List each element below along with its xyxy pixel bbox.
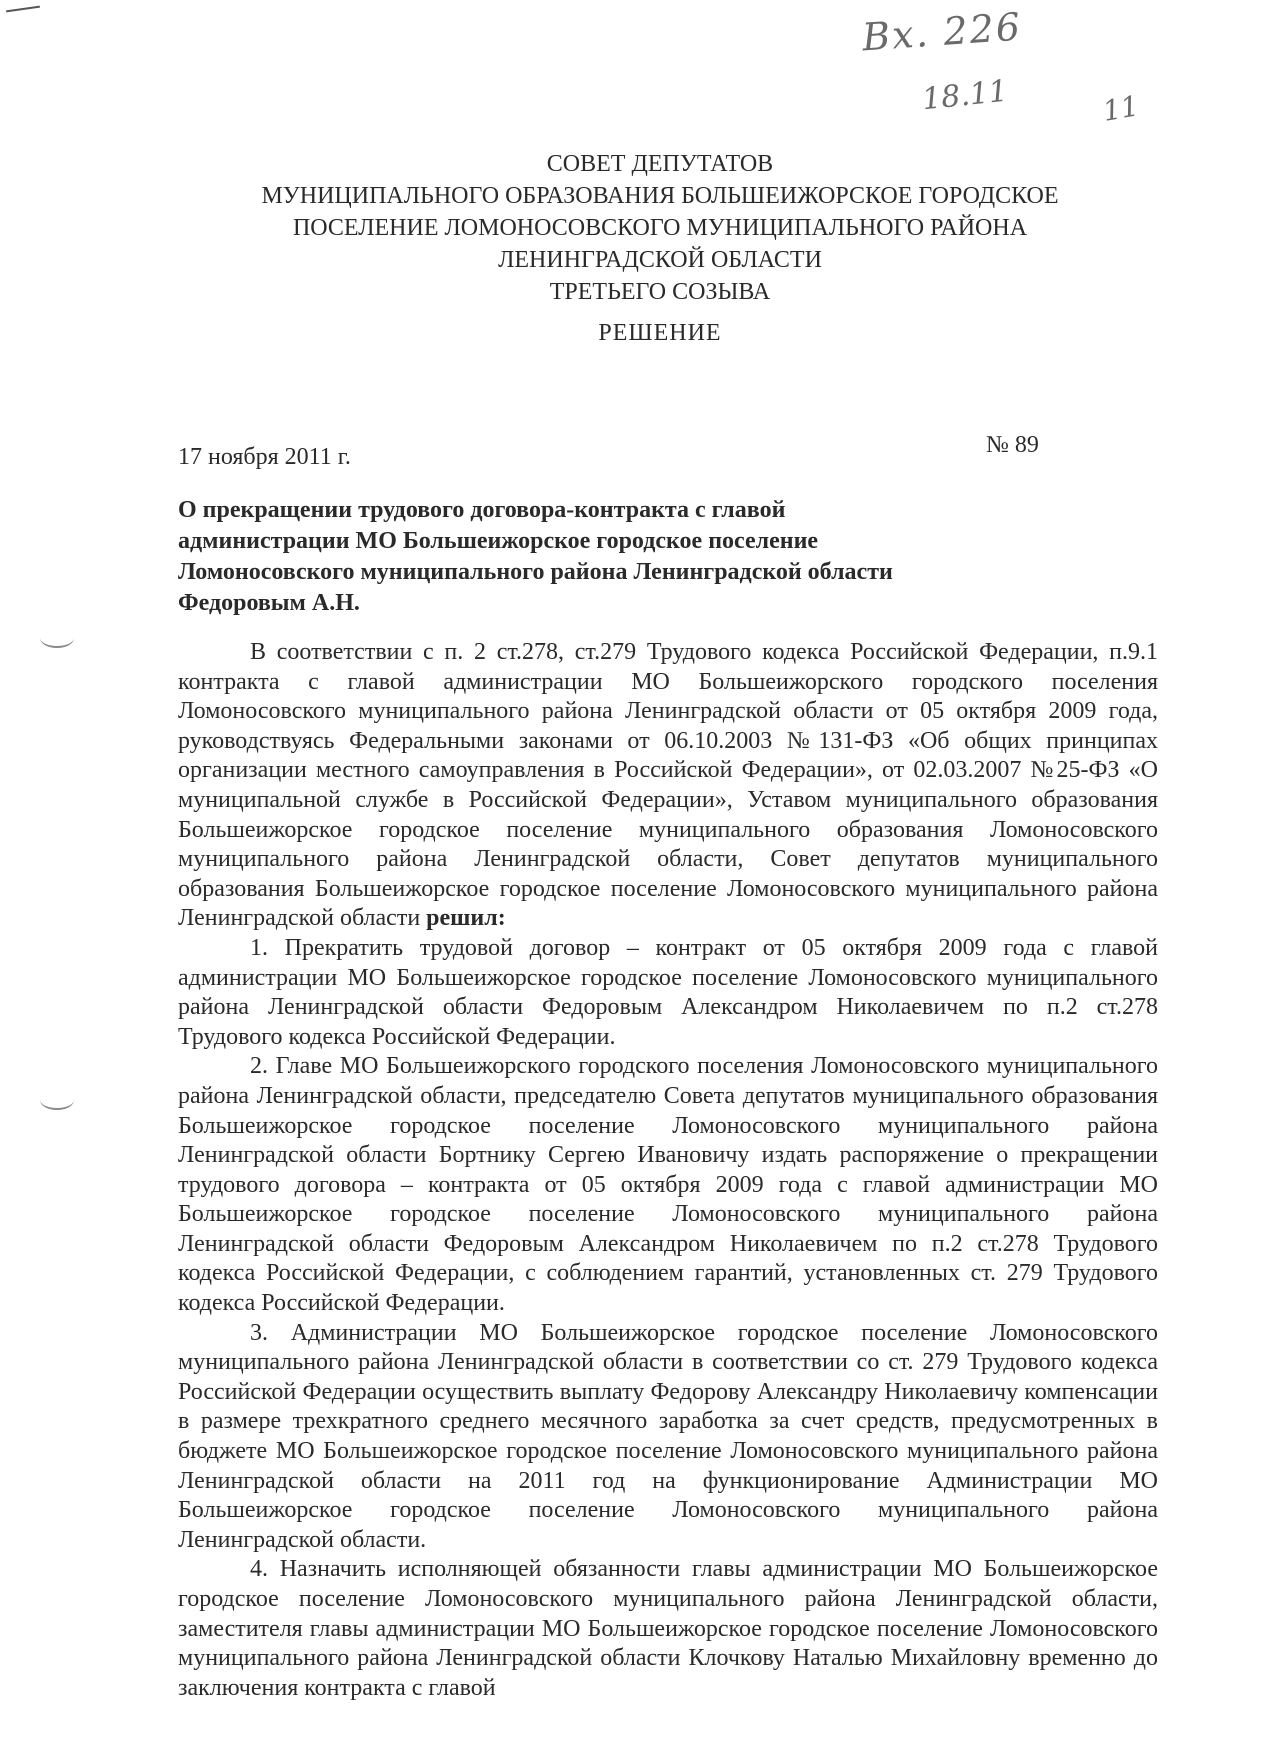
- handwritten-date: 18.11: [920, 73, 1010, 118]
- preamble-paragraph: [178, 638, 1158, 934]
- header-line: МУНИЦИПАЛЬНОГО ОБРАЗОВАНИЯ БОЛЬШЕИЖОРСКОЕ ГОРОДСКОЕ: [261, 183, 1059, 209]
- document-header: [180, 148, 1140, 308]
- pen-mark: [6, 6, 40, 13]
- decision-subject: О прекращении трудового договора-контракта с главой администрации МО Большеижорское городское поселение Ломоносовского муниципального района Ленинградской области Федоровым А.Н.: [178, 497, 893, 616]
- decision-item: 2. Главе МО Большеижорского городского поселения Ломоносовского муниципального района Ленинградской области, председателю Совета депутатов муниципального образования Большеижорское городское поселение Ломоносовского муниципального района Ленинградской области Бортнику Сергею Ивановичу издать распоряжение о прекращении трудового договора – контракта от 05 октября 2009 года с главой администрации МО Большеижорское городское поселение Ломоносовского муниципального района Ленинградской области Федоровым Александром Николаевичем по п.2 ст.278 Трудового кодекса Российской Федерации, с соблюдением гарантий, установленных ст. 279 Трудового кодекса Российской Федерации.: [178, 1053, 1158, 1317]
- preamble-text: В соответствии с п. 2 ст.278, ст.279 Трудового кодекса Российской Федерации, п.9.1 контракта с главой администрации МО Большеижорского городского поселения Ломоносовского муниципального района Ленинградской области от 05 октября 2009 года, руководствуясь Федеральными законами от 06.10.2003 №131-ФЗ «Об общих принципах организации местного самоуправления в Российской Федерации», от 02.03.2007 №25-ФЗ «О муниципальной службе в Российской Федерации», Уставом муниципального образования Большеижорское городское поселение муниципального образования Ломоносовского муниципального района Ленинградской области, Совет депутатов муниципального образования Большеижорское городское поселение Ломоносовского муниципального района Ленинградской области: [178, 639, 1158, 932]
- decision-item: 1. Прекратить трудовой договор – контракт от 05 октября 2009 года с главой администрации МО Большеижорское городское поселение Ломоносовского муниципального района Ленинградской области Федоровым Александром Николаевичем по п.2 ст.278 Трудового кодекса Российской Федерации.: [178, 934, 1158, 1050]
- document-type: РЕШЕНИЕ: [598, 320, 722, 346]
- header-line: ТРЕТЬЕГО СОЗЫВА: [549, 279, 771, 305]
- decision-item: 4. Назначить исполняющей обязанности главы администрации МО Большеижорское городское поселение Ломоносовского муниципального района Ленинградской области, заместителя главы администрации МО Большеижорское городское поселение Ломоносовского муниципального района Ленинградской области Клочкову Наталью Михайловну временно до заключения контракта с главой: [178, 1556, 1158, 1701]
- decision-number: № 89: [986, 432, 1039, 458]
- binder-punch-mark: [40, 628, 74, 648]
- binder-punch-mark: [40, 1090, 74, 1110]
- handwritten-registration: Вх. 226: [860, 4, 1024, 60]
- decision-word: решил:: [426, 905, 506, 932]
- header-line: ПОСЕЛЕНИЕ ЛОМОНОСОВСКОГО МУНИЦИПАЛЬНОГО РАЙОНА: [292, 215, 1028, 241]
- header-line: ЛЕНИНГРАДСКОЙ ОБЛАСТИ: [498, 247, 822, 273]
- decision-date: 17 ноября 2011 г.: [178, 444, 351, 470]
- header-line: СОВЕТ ДЕПУТАТОВ: [546, 151, 774, 177]
- decision-item: 3. Администрации МО Большеижорское городское поселение Ломоносовского муниципального района Ленинградской области в соответствии со ст. 279 Трудового кодекса Российской Федерации осуществить выплату Федорову Александру Николаевичу компенсации в размере трехкратного среднего месячного заработка за счет средств, предусмотренных в бюджете МО Большеижорское городское поселение Ломоносовского муниципального района Ленинградской области на 2011 год на функционирование Администрации МО Большеижорское городское поселение Ломоносовского муниципального района Ленинградской области.: [178, 1319, 1158, 1553]
- handwritten-year: 11: [1100, 89, 1142, 128]
- decision-body: [178, 638, 1158, 1703]
